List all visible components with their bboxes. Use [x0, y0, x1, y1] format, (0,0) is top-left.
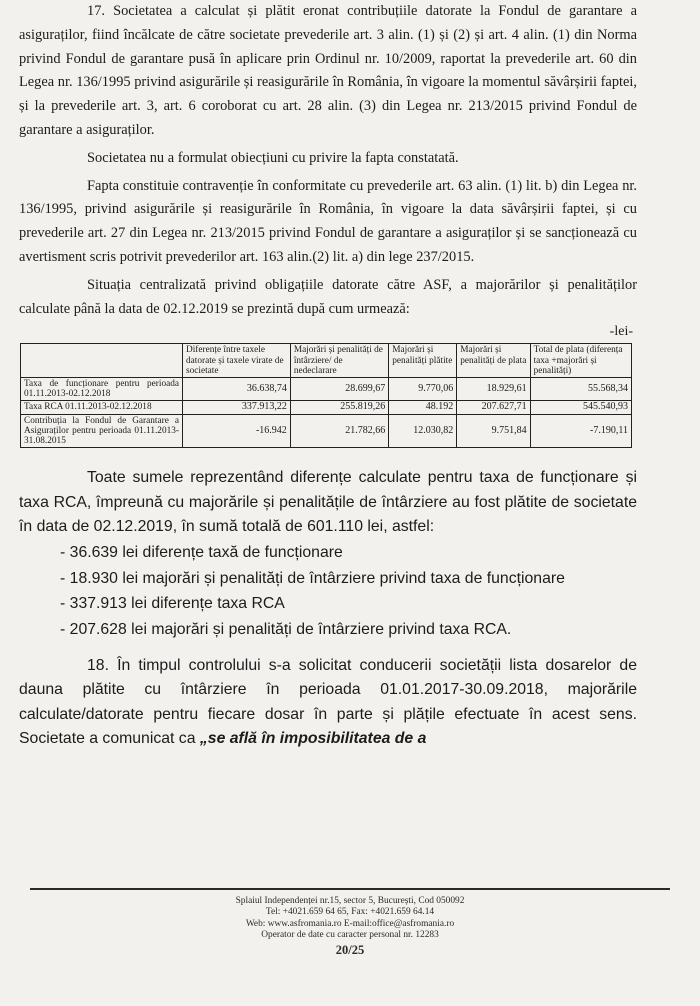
row-label: Taxa de funcționare pentru perioada 01.11.2013-02.12.2018 [21, 377, 183, 400]
page-footer [0, 896, 700, 958]
list-item: - 337.913 lei diferențe taxa RCA [60, 591, 637, 616]
unit-label: -lei- [609, 324, 633, 340]
table-header-cell: Majorări și penalități de întârziere/ de nedeclarare [290, 344, 388, 378]
table-header-cell: Majorări și penalități plătite [389, 344, 457, 378]
paragraph-obiectiuni: Societatea nu a formulat obiecțiuni cu privire la fapta constatată. [87, 149, 459, 166]
table-cell: -16.942 [183, 414, 291, 448]
table-header-cell [21, 344, 183, 378]
document-body [19, 0, 637, 752]
obligations-table [20, 343, 632, 448]
paragraph-18-text: 18. În timpul controlului s-a solicitat conducerii societății lista dosarelor de dauna plătite cu întârziere în perioada 01.01.2017-30.09.2018, majorările calculate/datorate pentru fiecare dosar în parte și plățile efectuate în acest sens. Societate a comunicat ca [19, 657, 637, 748]
table-cell: 28.699,67 [290, 377, 388, 400]
footer-phone: Tel: +4021.659 64 65, Fax: +4021.659 64.14 [265, 907, 435, 918]
table-header-cell: Total de plata (diferența taxa +majorări și penalități) [530, 344, 631, 378]
table-cell: 48.192 [389, 401, 457, 414]
footer-divider [30, 888, 670, 890]
table-row [21, 401, 632, 414]
paragraph-toate: Toate sumele reprezentând diferențe calculate pentru taxa de funcționare și taxa RCA, împreună cu majorările și penalitățile de întârziere au fost plătite de societate în data de 02.12.2019, în sumă totală de 601.110 lei, astfel: [19, 469, 637, 535]
page-number: 20/25 [335, 942, 365, 957]
list-item: - 18.930 lei majorări și penalități de întârziere privind taxa de funcționare [60, 566, 637, 591]
row-label: Contribuția la Fondul de Garantare a Asiguraților pentru perioada 01.11.2013-31.08.2015 [21, 414, 183, 448]
table-cell: 255.819,26 [290, 401, 388, 414]
table-cell: 12.030,82 [389, 414, 457, 448]
list-item: - 36.639 lei diferențe taxă de funcționare [60, 540, 637, 565]
footer-web: Web: www.asfromania.ro E-mail:office@asfromania.ro [245, 918, 455, 929]
paragraph-18-quote: „se află în imposibilitatea de a [199, 730, 427, 748]
table-header-cell: Majorări și penalități de plata [457, 344, 530, 378]
table-row [21, 377, 632, 400]
row-label: Taxa RCA 01.11.2013-02.12.2018 [21, 401, 183, 414]
table-cell: 545.540,93 [530, 401, 631, 414]
table-cell: 207.627,71 [457, 401, 530, 414]
table-cell: 21.782,66 [290, 414, 388, 448]
list-item: - 207.628 lei majorări și penalități de întârziere privind taxa RCA. [60, 617, 637, 642]
paragraph-17: 17. Societatea a calculat și plătit eronat contribuțiile datorate la Fondul de garantare a asiguraților, fiind încălcate de către societate prevederile art. 3 alin. (1) și (2) și art. 4 alin. (1) din Norma privind Fondul de garantare pusă în aplicare prin Ordinul nr. 10/2009, raportat la prevederile art. 60 din Legea nr. 136/1995 privind asigurările și reasigurările în România, în vigoare la momentul săvârșirii faptei, și la prevederile art. 3, art. 6 coroborat cu art. 28 alin. (3) din Legea nr. 213/2015 privind Fondul de garantare a asiguraților. [19, 3, 637, 138]
table-cell: 9.751,84 [457, 414, 530, 448]
table-header-row [21, 344, 632, 378]
paragraph-contraventie: Fapta constituie contravenție în conformitate cu prevederile art. 63 alin. (1) lit. b) din Legea nr. 136/1995, privind asigurările și reasigurările în România, în vigoare la data săvârșirii faptei, și cu prevederile art. 27 din Legea nr. 213/2015 privind Fondul de garantare a asiguraților și se sancționează cu avertisment scris potrivit prevederilor art. 163 alin.(2) lit. a) din lege 237/2015. [19, 177, 637, 265]
paragraph-18 [19, 654, 637, 752]
table-cell: 55.568,34 [530, 377, 631, 400]
footer-address: Splaiul Independenței nr.15, sector 5, București, Cod 050092 [235, 896, 465, 906]
table-cell: 337.913,22 [183, 401, 291, 414]
table-cell: 18.929,61 [457, 377, 530, 400]
payment-list [19, 540, 637, 642]
paragraph-situatia: Situația centralizată privind obligațiile datorate către ASF, a majorărilor și penalităților calculate până la data de 02.12.2019 se prezintă după cum urmează: [19, 276, 637, 317]
table-row [21, 414, 632, 448]
table-cell: 9.770,06 [389, 377, 457, 400]
table-header-cell: Diferențe între taxele datorate și taxele virate de societate [183, 344, 291, 378]
table-cell: -7.190,11 [530, 414, 631, 448]
footer-operator: Operator de date cu caracter personal nr. 12283 [261, 930, 439, 941]
table-cell: 36.638,74 [183, 377, 291, 400]
